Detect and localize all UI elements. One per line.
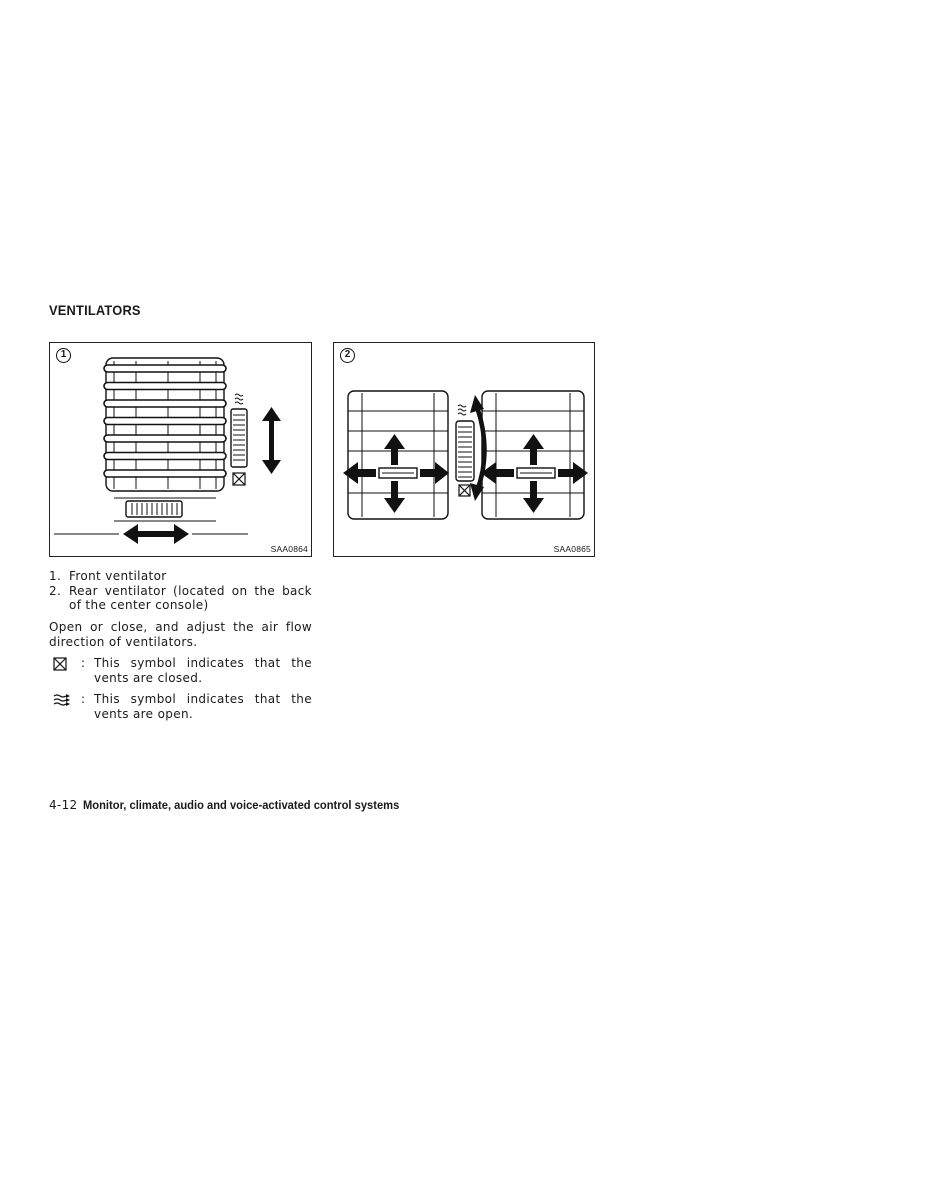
- list-item-number: 1.: [49, 569, 62, 583]
- front-ventilator-figure: [49, 342, 312, 557]
- list-item-text: Rear ventilator (located on the back of the center console): [69, 583, 312, 612]
- figure-legend-list: [49, 569, 312, 613]
- section-title: VENTILATORS: [49, 302, 141, 318]
- vent-closed-icon: [53, 657, 67, 671]
- louver-blade: [104, 400, 226, 407]
- list-item: [49, 569, 312, 584]
- list-item: [49, 584, 312, 613]
- list-item-number: 2.: [49, 583, 62, 598]
- vent-open-icon: [53, 693, 71, 707]
- louver-blade: [104, 383, 226, 390]
- figure-number-badge: 2: [340, 348, 355, 363]
- symbol-description: This symbol indicates that the vents are open.: [94, 692, 312, 721]
- louver-blade: [104, 470, 226, 477]
- chapter-title: Monitor, climate, audio and voice-activated control systems: [83, 798, 400, 812]
- symbol-colon: :: [81, 656, 86, 670]
- louver-blade: [104, 453, 226, 460]
- rear-ventilator-illustration: [334, 343, 596, 558]
- page-footer: [49, 798, 424, 812]
- symbol-description: This symbol indicates that the vents are closed.: [94, 656, 312, 685]
- instruction-paragraph: Open or close, and adjust the air flow direction of ventilators.: [49, 620, 312, 649]
- louver-blade: [104, 435, 226, 442]
- rear-ventilator-figure: [333, 342, 595, 557]
- list-item-text: Front ventilator: [69, 569, 167, 583]
- figure-number-badge: 1: [56, 348, 71, 363]
- figure-code: SAA0864: [270, 544, 308, 554]
- louver-blade: [104, 418, 226, 425]
- symbol-row-open: [49, 692, 312, 721]
- louver-blade: [104, 365, 226, 372]
- front-ventilator-illustration: [50, 343, 313, 558]
- figure-code: SAA0865: [553, 544, 591, 554]
- symbol-row-closed: [49, 656, 312, 685]
- page-number: 4-12: [49, 798, 78, 812]
- symbol-colon: :: [81, 692, 86, 706]
